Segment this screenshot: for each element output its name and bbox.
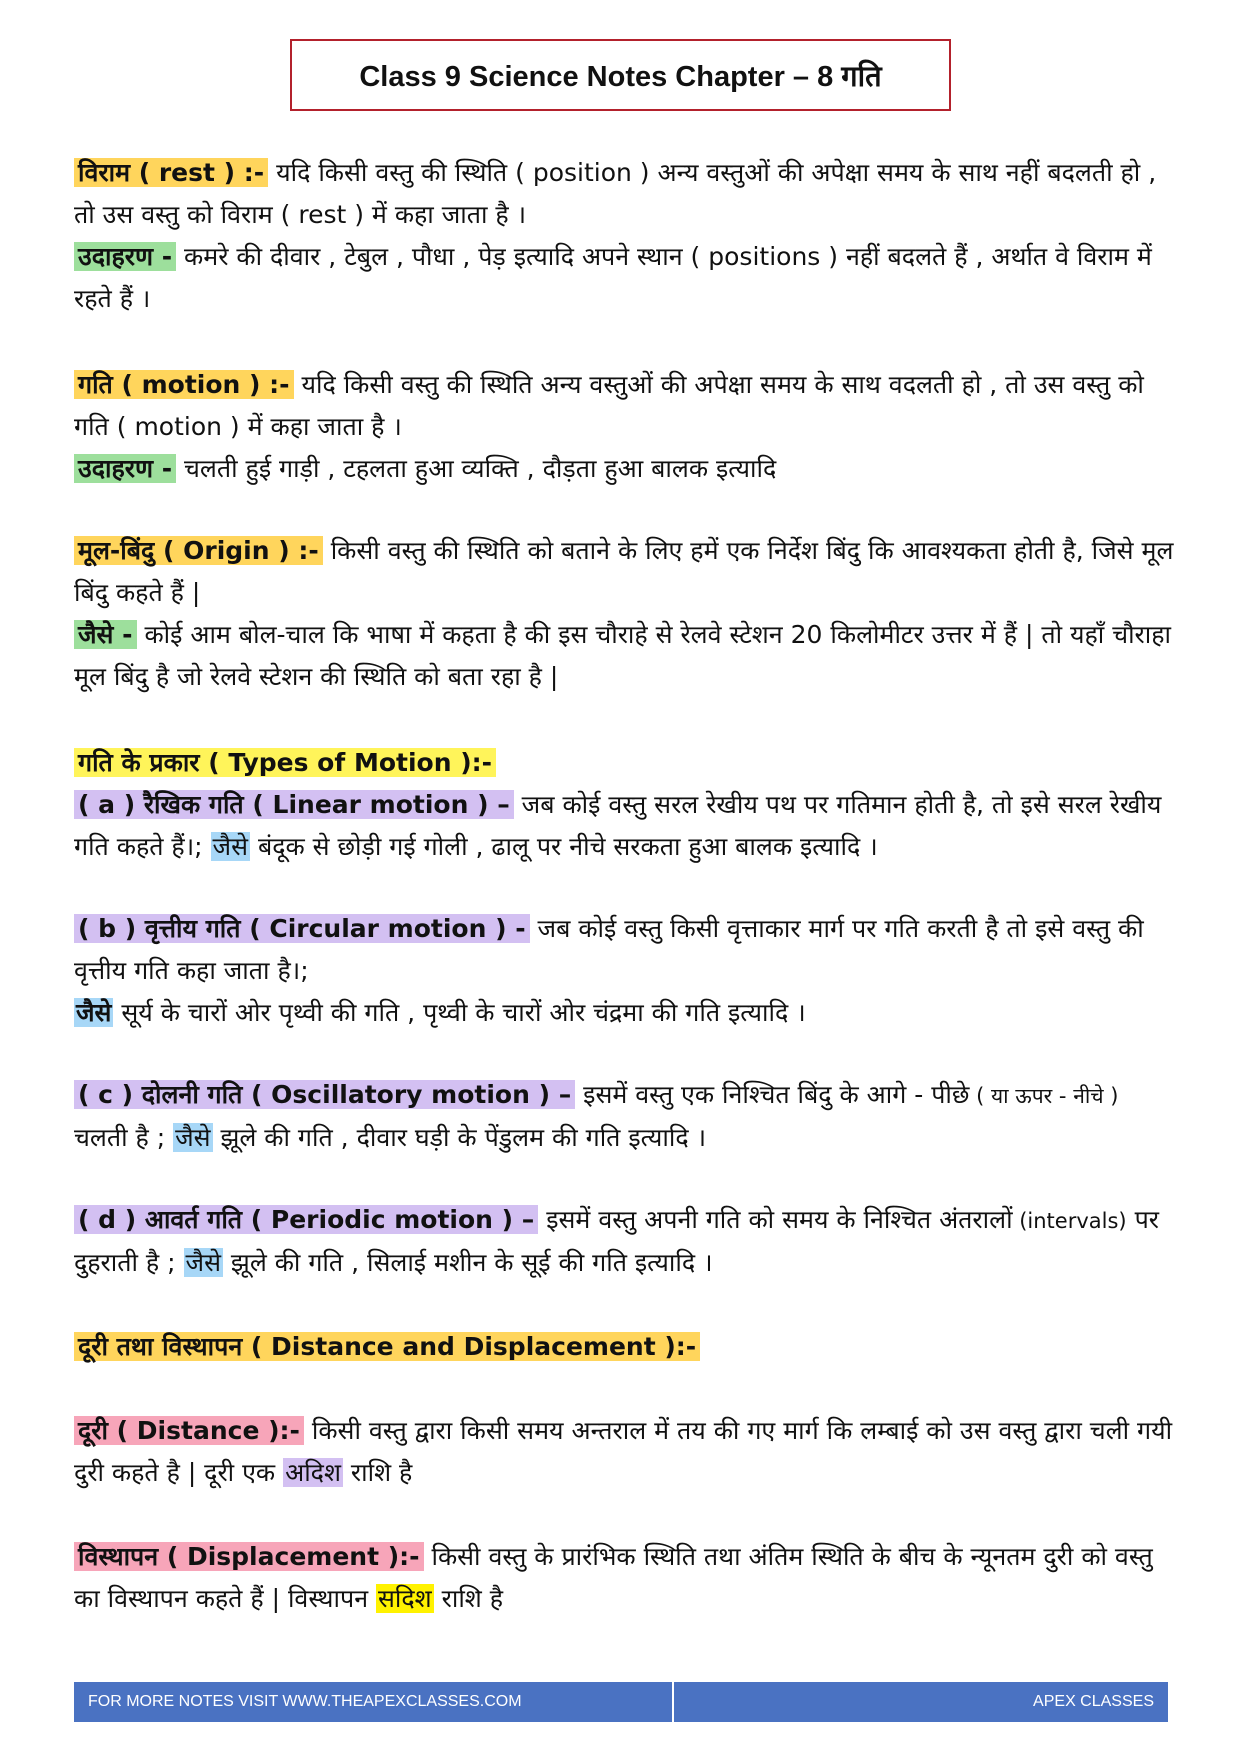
distance-highlight: अदिश <box>285 1458 341 1487</box>
displacement-highlight: सदिश <box>378 1584 432 1613</box>
distance-text-end: राशि है <box>342 1458 413 1487</box>
rest-example <box>74 236 1174 320</box>
periodic-paragraph <box>74 1199 1174 1284</box>
motion-example-label: उदाहरण - <box>74 454 176 483</box>
periodic-example-label: जैसे <box>185 1248 221 1277</box>
linear-paragraph <box>74 784 1174 868</box>
circular-text: जब कोई वस्तु किसी वृत्ताकार मार्ग पर गति करती है तो इसे वस्तु की वृत्तीय गति कहा जाता है।; <box>74 914 1144 985</box>
origin-example <box>74 614 1174 698</box>
distance-paragraph <box>74 1410 1174 1494</box>
rest-example-label: उदाहरण - <box>74 242 176 271</box>
linear-text: जब कोई वस्तु सरल रेखीय पथ पर गतिमान होती है, तो इसे सरल रेखीय गति कहते हैं।; <box>74 790 1162 861</box>
linear-label: ( a ) रैखिक गति ( Linear motion ) – <box>74 790 514 819</box>
footer-website-text: FOR MORE NOTES VISIT WWW.THEAPEXCLASSES.COM <box>74 1682 674 1722</box>
rest-heading: विराम ( rest ) :- <box>74 158 268 187</box>
origin-paragraph <box>74 530 1174 614</box>
origin-example-text: कोई आम बोल-चाल कि भाषा में कहता है की इस चौराहे से रेलवे स्टेशन 20 किलोमीटर उत्तर में हैं | तो यहाँ चौराहा मूल बिंदु है जो रेलवे स्टेशन की स्थिति को बता रहा है | <box>74 620 1171 691</box>
periodic-text2: पर दुहराती है ; <box>74 1205 1159 1277</box>
oscillatory-label: ( c ) दोलनी गति ( Oscillatory motion ) – <box>74 1080 575 1109</box>
linear-example-text: बंदूक से छोड़ी गई गोली , ढालू पर नीचे सरकता हुआ बालक इत्यादि । <box>250 832 878 861</box>
oscillatory-text2: चलती है ; <box>74 1123 166 1152</box>
distance-label: दूरी ( Distance ):- <box>74 1416 304 1445</box>
periodic-label: ( d ) आवर्त गति ( Periodic motion ) – <box>74 1205 538 1234</box>
origin-text: किसी वस्तु की स्थिति को बताने के लिए हमें एक निर्देश बिंदु कि आवश्यकता होती है, जिसे मूल बिंदु कहते हैं | <box>74 536 1174 607</box>
page-title: Class 9 Science Notes Chapter – 8 गति <box>290 39 951 111</box>
types-heading-line <box>74 742 1174 784</box>
notes-content <box>74 152 1174 1620</box>
circular-example-label: जैसे <box>76 998 112 1027</box>
rest-text: यदि किसी वस्तु की स्थिति ( position ) अन्य वस्तुओं की अपेक्षा समय के साथ नहीं बदलती हो , तो उस वस्तु को विराम ( rest ) में कहा जाता है । <box>74 158 1157 229</box>
rest-example-text: कमरे की दीवार , टेबुल , पौधा , पेड़ इत्यादि अपने स्थान ( positions ) नहीं बदलते हैं , अर्थात वे विराम में रहते हैं । <box>74 242 1152 313</box>
displacement-text: किसी वस्तु के प्रारंभिक स्थिति तथा अंतिम स्थिति के बीच के न्यूनतम दुरी को वस्तु का विस्थापन कहते हैं | विस्थापन <box>74 1542 1153 1613</box>
origin-example-label: जैसे - <box>74 620 137 649</box>
circular-label: ( b ) वृत्तीय गति ( Circular motion ) - <box>74 914 530 943</box>
displacement-label: विस्थापन ( Displacement ):- <box>74 1542 424 1571</box>
page-footer <box>74 1682 1168 1722</box>
motion-example <box>74 448 1174 490</box>
oscillatory-small-text: ( या ऊपर - नीचे ) <box>969 1084 1119 1108</box>
displacement-paragraph <box>74 1536 1174 1620</box>
oscillatory-paragraph <box>74 1074 1174 1159</box>
motion-paragraph <box>74 364 1174 448</box>
motion-heading: गति ( motion ) :- <box>74 370 294 399</box>
oscillatory-example-text: झूले की गति , दीवार घड़ी के पेंडुलम की गति इत्यादि । <box>212 1123 707 1152</box>
oscillatory-example-label: जैसे <box>175 1123 211 1152</box>
circular-example-text: सूर्य के चारों ओर पृथ्वी की गति , पृथ्वी के चारों ओर चंद्रमा की गति इत्यादि । <box>113 998 806 1027</box>
distance-displacement-heading-line <box>74 1326 1174 1368</box>
linear-example-label: जैसे <box>212 832 248 861</box>
motion-text: यदि किसी वस्तु की स्थिति अन्य वस्तुओं की अपेक्षा समय के साथ वदलती हो , तो उस वस्तु को गति ( motion ) में कहा जाता है । <box>74 370 1144 441</box>
rest-paragraph <box>74 152 1174 236</box>
circular-paragraph <box>74 908 1174 992</box>
distance-displacement-heading: दूरी तथा विस्थापन ( Distance and Displacement ):- <box>74 1332 700 1361</box>
periodic-text: इसमें वस्तु अपनी गति को समय के निश्चित अंतरालों <box>538 1205 1013 1234</box>
types-heading: गति के प्रकार ( Types of Motion ):- <box>74 748 496 777</box>
oscillatory-text: इसमें वस्तु एक निश्चित बिंदु के आगे - पीछे <box>575 1080 970 1109</box>
displacement-text-end: राशि है <box>433 1584 504 1613</box>
footer-brand-text: APEX CLASSES <box>1033 1693 1154 1710</box>
periodic-small-text: (intervals) <box>1012 1209 1127 1233</box>
circular-example <box>74 992 1174 1034</box>
distance-text: किसी वस्तु द्वारा किसी समय अन्तराल में तय की गए मार्ग कि लम्बाई को उस वस्तु द्वारा चली गयी दुरी कहते है | दूरी एक <box>74 1416 1173 1487</box>
origin-heading: मूल-बिंदु ( Origin ) :- <box>74 536 323 565</box>
periodic-example-text: झूले की गति , सिलाई मशीन के सूई की गति इत्यादि । <box>222 1248 713 1277</box>
motion-example-text: चलती हुई गाड़ी , टहलता हुआ व्यक्ति , दौड़ता हुआ बालक इत्यादि <box>176 454 777 483</box>
